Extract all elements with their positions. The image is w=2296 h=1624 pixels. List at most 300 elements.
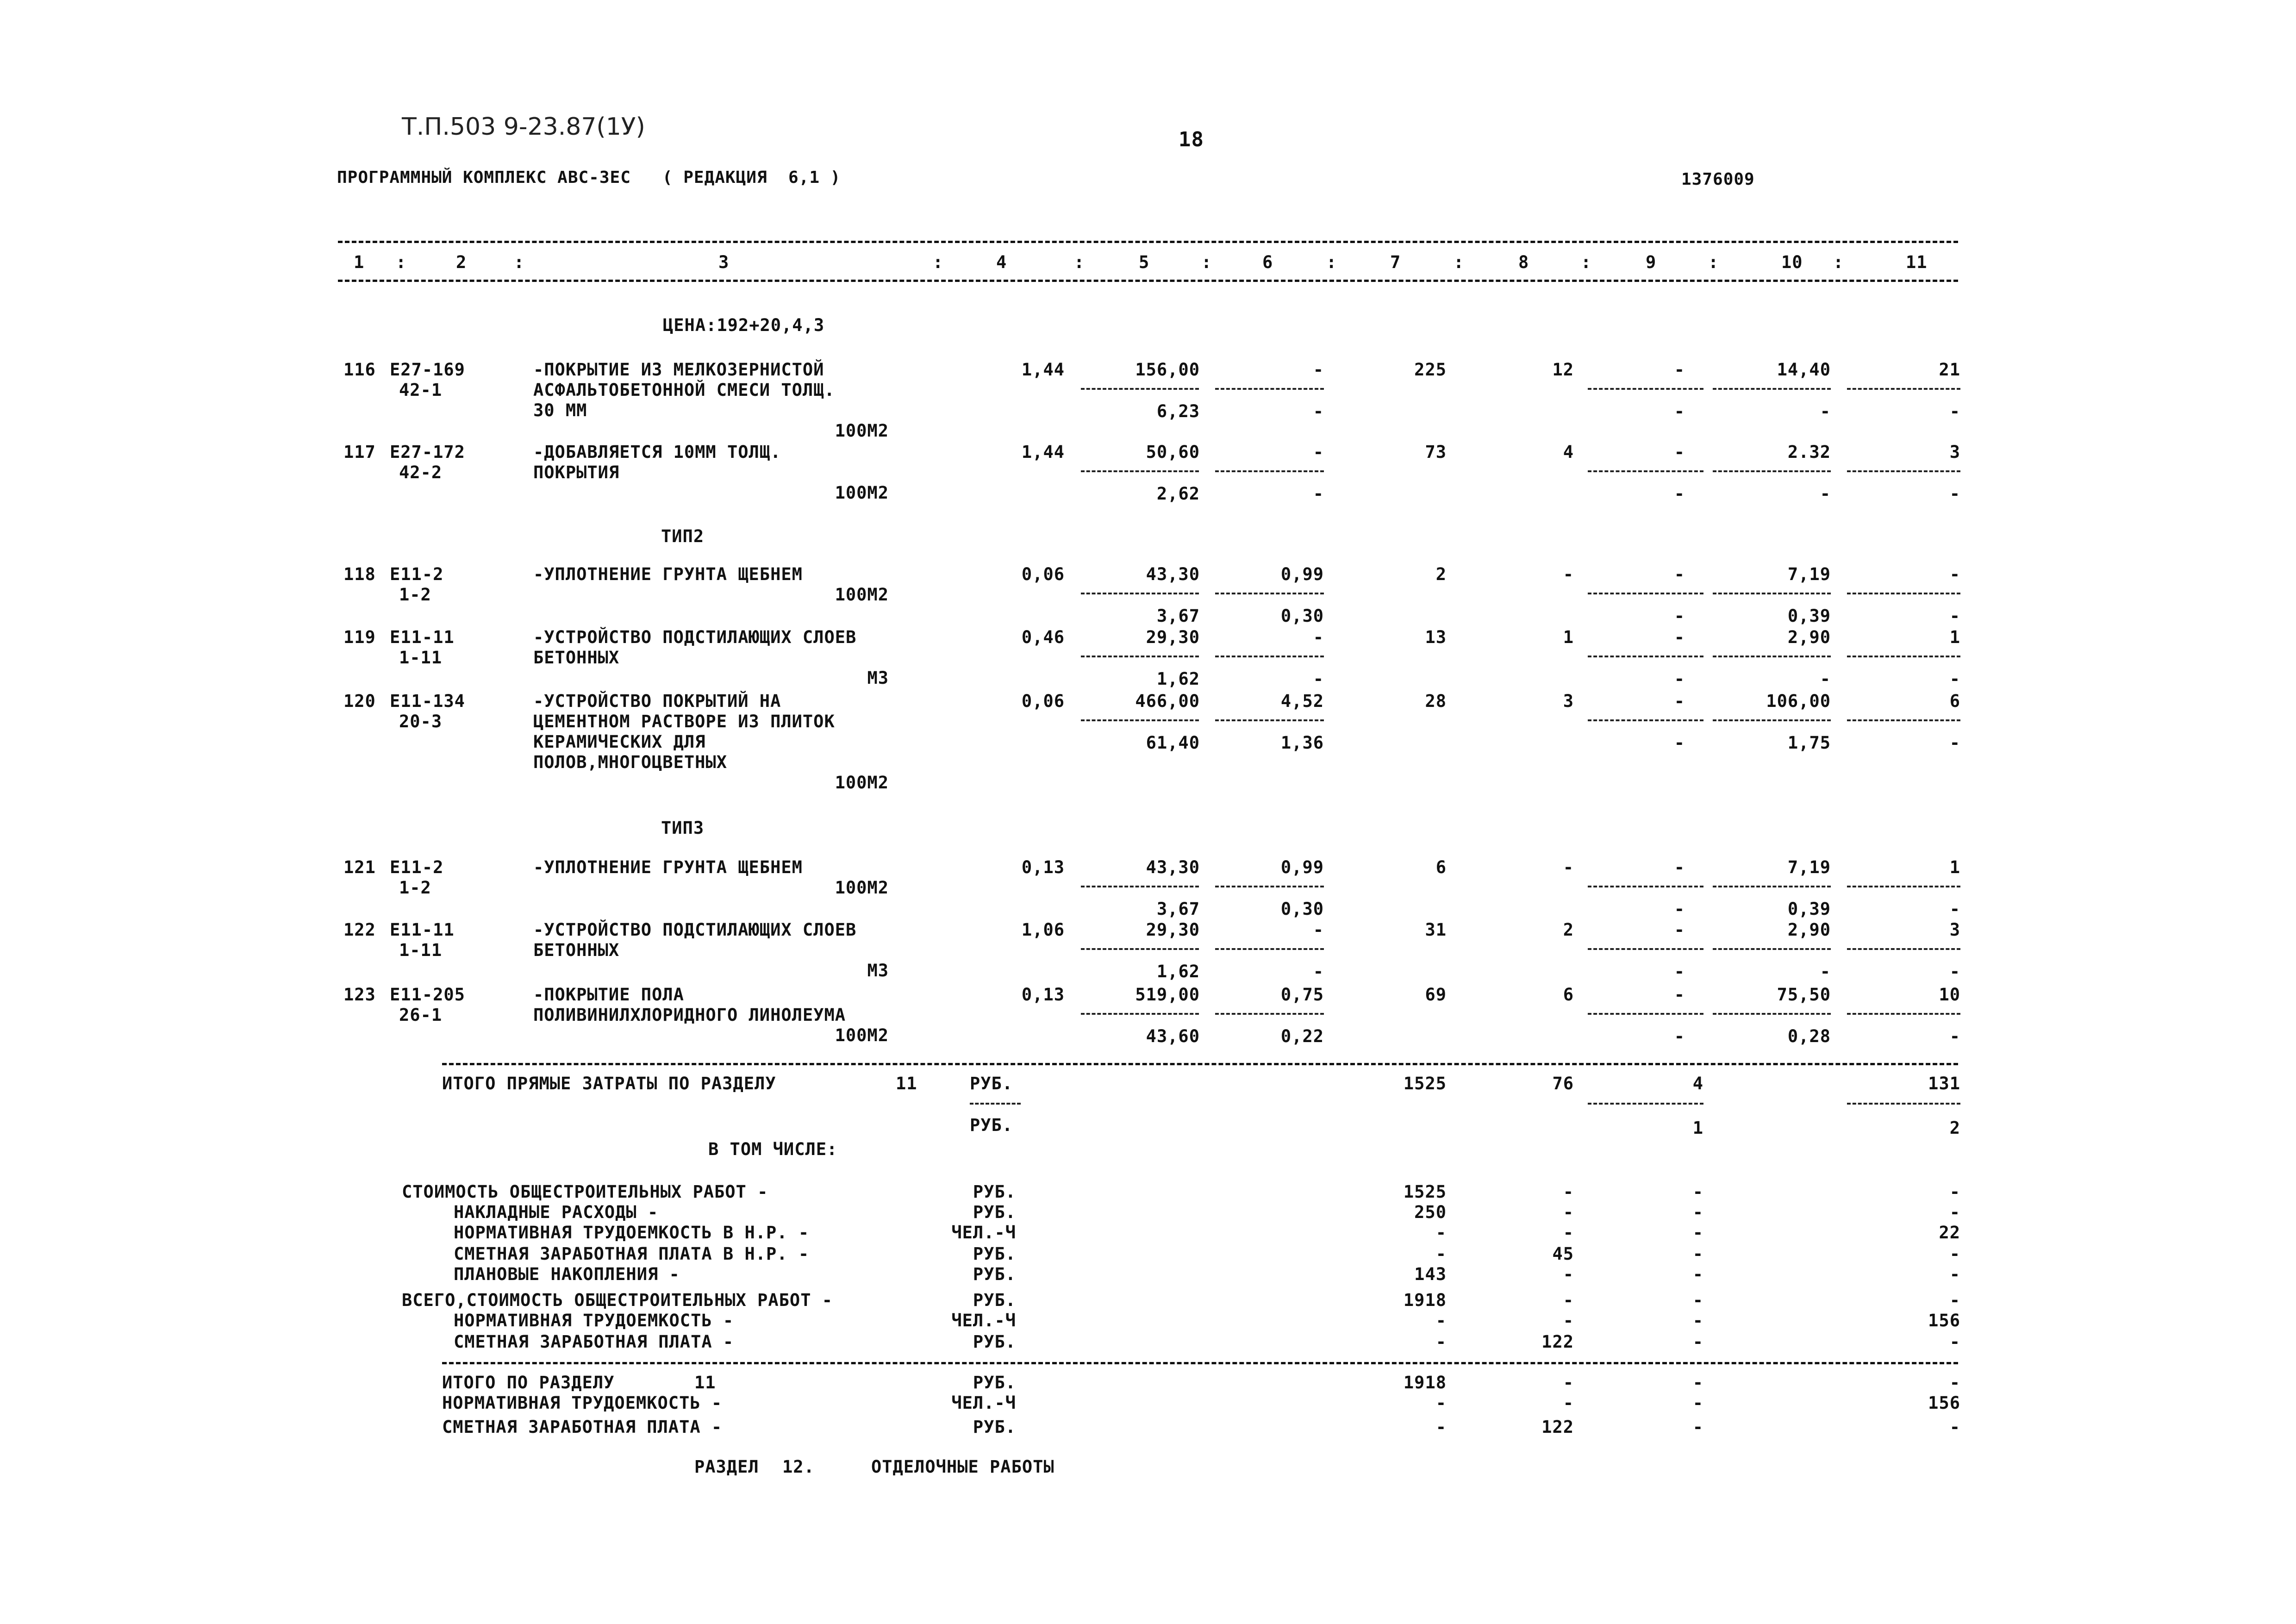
subtotal-rule	[1713, 886, 1831, 887]
rate-code: Е27-172	[390, 442, 465, 462]
breakdown-c7: 1525	[1403, 1182, 1447, 1202]
breakdown-c11: -	[1949, 1264, 1960, 1284]
total-direct-c7: 1525	[1403, 1074, 1447, 1093]
breakdown-unit: РУБ.	[973, 1202, 1016, 1222]
value-c7: 31	[1425, 920, 1447, 940]
breakdown-unit: РУБ.	[973, 1264, 1016, 1284]
subtotal-rule	[970, 1103, 1021, 1105]
value-c5: 156,00	[1135, 360, 1200, 380]
rate-subcode: 42-1	[399, 380, 443, 400]
total-direct-label: ИТОГО ПРЯМЫЕ ЗАТРАТЫ ПО РАЗДЕЛУ	[442, 1074, 776, 1093]
work-description: -УПЛОТНЕНИЕ ГРУНТА ЩЕБНЕМ	[533, 564, 803, 584]
value-c5: 43,30	[1146, 857, 1200, 877]
work-description: БЕТОННЫХ	[533, 648, 620, 668]
subtotal-rule	[1588, 886, 1703, 887]
breakdown-c8: -	[1563, 1202, 1574, 1222]
secondary-b11: -	[1949, 899, 1960, 919]
column-separator: :	[1074, 252, 1085, 272]
value-c9: -	[1674, 920, 1685, 940]
section-total-c7: -	[1435, 1393, 1447, 1413]
total-direct-c11: 131	[1928, 1074, 1960, 1093]
next-section-label: РАЗДЕЛ	[694, 1457, 759, 1477]
quantity: 0,06	[1021, 564, 1065, 584]
secondary-b10: 0,28	[1787, 1026, 1831, 1046]
breakdown-c9: -	[1692, 1202, 1703, 1222]
work-description: БЕТОННЫХ	[533, 940, 620, 960]
secondary-b6: -	[1313, 484, 1324, 504]
value-c10: 14,40	[1777, 360, 1831, 380]
work-description: -ДОБАВЛЯЕТСЯ 10ММ ТОЛЩ.	[533, 442, 781, 462]
breakdown-c9: -	[1692, 1264, 1703, 1284]
subtotal-rule	[1713, 1013, 1831, 1015]
next-section-number: 12.	[782, 1457, 815, 1477]
value-c5: 466,00	[1135, 691, 1200, 711]
rate-subcode: 26-1	[399, 1005, 443, 1025]
section-total-c9: -	[1692, 1417, 1703, 1437]
secondary-b10: -	[1820, 484, 1831, 504]
breakdown-c7: -	[1435, 1244, 1447, 1264]
row-number: 117	[343, 442, 376, 462]
secondary-b10: -	[1820, 669, 1831, 689]
secondary-b10: -	[1820, 401, 1831, 421]
value-c6: 0,99	[1280, 564, 1324, 584]
value-c11: 6	[1949, 691, 1960, 711]
secondary-b9: -	[1674, 484, 1685, 504]
header-top-rule	[338, 241, 1958, 243]
breakdown-c8: -	[1563, 1311, 1574, 1330]
value-c8: -	[1563, 857, 1574, 877]
document-id: 1376009	[1681, 170, 1755, 189]
page-number: 18	[1179, 128, 1204, 151]
value-c10: 7,19	[1787, 857, 1831, 877]
secondary-b6: -	[1313, 401, 1324, 421]
column-separator: :	[514, 252, 525, 272]
breakdown-c9: -	[1692, 1223, 1703, 1243]
value-c6: -	[1313, 442, 1324, 462]
subtotal-rule	[1713, 656, 1831, 657]
secondary-b9: -	[1674, 401, 1685, 421]
secondary-b9: -	[1674, 606, 1685, 626]
secondary-b5: 2,62	[1156, 484, 1200, 504]
column-number: 11	[1906, 252, 1928, 272]
section-total-c11: -	[1949, 1417, 1960, 1437]
breakdown-label: ПЛАНОВЫЕ НАКОПЛЕНИЯ -	[454, 1264, 680, 1284]
subtotal-rule	[1588, 948, 1703, 950]
row-number: 118	[343, 564, 376, 584]
subtotal-rule	[1588, 1013, 1703, 1015]
breakdown-unit: РУБ.	[973, 1182, 1016, 1202]
rate-code: Е11-2	[390, 564, 444, 584]
quantity: 0,13	[1021, 857, 1065, 877]
column-number: 6	[1262, 252, 1273, 272]
rate-code: Е27-169	[390, 360, 465, 380]
breakdown-c7: 250	[1414, 1202, 1447, 1222]
breakdown-c9: -	[1692, 1244, 1703, 1264]
value-c6: 0,75	[1280, 985, 1324, 1005]
column-number: 3	[718, 252, 730, 272]
rate-code: Е11-2	[390, 857, 444, 877]
value-c5: 29,30	[1146, 920, 1200, 940]
column-number: 5	[1139, 252, 1150, 272]
value-c8: 6	[1563, 985, 1574, 1005]
section-total-number: 11	[694, 1373, 716, 1393]
breakdown-c11: -	[1949, 1182, 1960, 1202]
breakdown-c7: 1918	[1403, 1290, 1447, 1310]
work-description: 30 ММ	[533, 400, 587, 420]
row-number: 123	[343, 985, 376, 1005]
section-totals-rule	[442, 1362, 1958, 1364]
value-c10: 2.32	[1787, 442, 1831, 462]
total-direct-unit-secondary: РУБ.	[970, 1115, 1013, 1135]
breakdown-c9: -	[1692, 1311, 1703, 1330]
column-separator: :	[1454, 252, 1465, 272]
section-total-c9: -	[1692, 1373, 1703, 1393]
document-code: Т.П.503 9-23.87(1У)	[402, 113, 645, 141]
subtotal-rule	[1215, 593, 1324, 594]
column-number: 9	[1646, 252, 1657, 272]
total-direct-c9: 4	[1692, 1074, 1703, 1093]
value-c9: -	[1674, 564, 1685, 584]
quantity: 1,44	[1021, 360, 1065, 380]
subtotal-rule	[1215, 886, 1324, 887]
column-number: 2	[456, 252, 467, 272]
breakdown-unit: ЧЕЛ.-Ч	[951, 1223, 1016, 1243]
breakdown-c11: -	[1949, 1332, 1960, 1352]
subtotal-rule	[1588, 593, 1703, 594]
value-c5: 43,30	[1146, 564, 1200, 584]
value-c10: 7,19	[1787, 564, 1831, 584]
breakdown-c11: -	[1949, 1290, 1960, 1310]
work-description: АСФАЛЬТОБЕТОННОЙ СМЕСИ ТОЛЩ.	[533, 380, 835, 400]
breakdown-label: НОРМАТИВНАЯ ТРУДОЕМКОСТЬ В Н.Р. -	[454, 1223, 810, 1243]
value-c7: 69	[1425, 985, 1447, 1005]
value-c6: 0,99	[1280, 857, 1324, 877]
total-direct-section: 11	[896, 1074, 917, 1093]
unit-of-measure: М3	[867, 668, 889, 688]
breakdown-label: СМЕТНАЯ ЗАРАБОТНАЯ ПЛАТА В Н.Р. -	[454, 1244, 810, 1264]
unit-of-measure: М3	[867, 961, 889, 981]
value-c7: 6	[1435, 857, 1447, 877]
subtotal-rule	[1713, 719, 1831, 721]
quantity: 0,06	[1021, 691, 1065, 711]
subtotal-rule	[1215, 656, 1324, 657]
secondary-b5: 3,67	[1156, 606, 1200, 626]
value-c7: 2	[1435, 564, 1447, 584]
value-c7: 73	[1425, 442, 1447, 462]
secondary-b10: 0,39	[1787, 899, 1831, 919]
secondary-b5: 6,23	[1156, 401, 1200, 421]
total-direct-c8: 76	[1552, 1074, 1574, 1093]
value-c9: -	[1674, 627, 1685, 647]
subtotal-rule	[1588, 656, 1703, 657]
secondary-b10: -	[1820, 962, 1831, 981]
secondary-b6: 0,30	[1280, 899, 1324, 919]
secondary-b9: -	[1674, 1026, 1685, 1046]
value-c8: 4	[1563, 442, 1574, 462]
rate-code: Е11-205	[390, 985, 465, 1005]
unit-of-measure: 100М2	[835, 878, 889, 898]
unit-of-measure: 100М2	[835, 421, 889, 441]
row-number: 121	[343, 857, 376, 877]
value-c5: 50,60	[1146, 442, 1200, 462]
subtotal-rule	[1847, 1013, 1960, 1015]
section-total-label: НОРМАТИВНАЯ ТРУДОЕМКОСТЬ -	[442, 1393, 723, 1413]
section-total-c7: 1918	[1403, 1373, 1447, 1393]
column-number: 1	[354, 252, 365, 272]
column-separator: :	[1201, 252, 1212, 272]
secondary-b6: 0,22	[1280, 1026, 1324, 1046]
subhead-type2: ТИП2	[661, 526, 705, 546]
subtotal-rule	[1713, 593, 1831, 594]
section-total-label: СМЕТНАЯ ЗАРАБОТНАЯ ПЛАТА -	[442, 1417, 723, 1437]
value-c6: 4,52	[1280, 691, 1324, 711]
breakdown-c9: -	[1692, 1332, 1703, 1352]
subtotal-rule	[1588, 388, 1703, 390]
subtotal-rule	[1713, 948, 1831, 950]
secondary-b11: -	[1949, 733, 1960, 753]
secondary-b6: 0,30	[1280, 606, 1324, 626]
subtotal-rule	[1847, 719, 1960, 721]
subtotal-rule	[1081, 656, 1199, 657]
subtotal-rule	[1081, 593, 1199, 594]
subtotal-rule	[1713, 388, 1831, 390]
value-c11: 10	[1939, 985, 1960, 1005]
subtotal-rule	[1215, 1013, 1324, 1015]
row-number: 122	[343, 920, 376, 940]
breakdown-c7: -	[1435, 1223, 1447, 1243]
value-c10: 2,90	[1787, 920, 1831, 940]
total-direct-b9: 1	[1692, 1118, 1703, 1138]
section-total-c8: -	[1563, 1393, 1574, 1413]
subtotal-rule	[1713, 470, 1831, 472]
secondary-b11: -	[1949, 962, 1960, 981]
secondary-b5: 3,67	[1156, 899, 1200, 919]
subtotal-rule	[1847, 886, 1960, 887]
total-direct-unit: РУБ.	[970, 1074, 1013, 1093]
secondary-b6: 1,36	[1280, 733, 1324, 753]
rate-code: Е11-11	[390, 920, 455, 940]
breakdown-c8: -	[1563, 1264, 1574, 1284]
subtotal-rule	[1847, 656, 1960, 657]
secondary-b5: 1,62	[1156, 962, 1200, 981]
secondary-b9: -	[1674, 669, 1685, 689]
value-c11: -	[1949, 564, 1960, 584]
secondary-b5: 61,40	[1146, 733, 1200, 753]
section-total-c11: -	[1949, 1373, 1960, 1393]
work-description: ЦЕМЕНТНОМ РАСТВОРЕ ИЗ ПЛИТОК	[533, 712, 835, 731]
secondary-b10: 1,75	[1787, 733, 1831, 753]
value-c11: 21	[1939, 360, 1960, 380]
breakdown-c11: 22	[1939, 1223, 1960, 1243]
value-c8: 3	[1563, 691, 1574, 711]
breakdown-c7: 143	[1414, 1264, 1447, 1284]
unit-of-measure: 100М2	[835, 483, 889, 503]
subtotal-rule	[1215, 388, 1324, 390]
work-description: -УПЛОТНЕНИЕ ГРУНТА ЩЕБНЕМ	[533, 857, 803, 877]
breakdown-c11: -	[1949, 1244, 1960, 1264]
breakdown-label: НАКЛАДНЫЕ РАСХОДЫ -	[454, 1202, 659, 1222]
rate-subcode: 20-3	[399, 712, 443, 731]
rate-code: Е11-134	[390, 691, 465, 711]
rate-subcode: 1-2	[399, 878, 431, 898]
value-c6: -	[1313, 627, 1324, 647]
subtotal-rule	[1588, 719, 1703, 721]
secondary-b6: -	[1313, 962, 1324, 981]
work-description: ПОЛИВИНИЛХЛОРИДНОГО ЛИНОЛЕУМА	[533, 1005, 846, 1025]
value-c11: 3	[1949, 920, 1960, 940]
secondary-b11: -	[1949, 1026, 1960, 1046]
price-label: ЦЕНА:192+20,4,3	[663, 315, 825, 335]
value-c11: 3	[1949, 442, 1960, 462]
rate-subcode: 1-11	[399, 648, 443, 668]
section-total-unit: РУБ.	[973, 1373, 1016, 1393]
totals-rule	[442, 1063, 1958, 1065]
subtotal-rule	[1847, 948, 1960, 950]
rate-subcode: 1-11	[399, 940, 443, 960]
unit-of-measure: 100М2	[835, 585, 889, 605]
subtotal-rule	[1588, 1103, 1703, 1105]
secondary-b5: 1,62	[1156, 669, 1200, 689]
quantity: 0,46	[1021, 627, 1065, 647]
subtotal-rule	[1081, 388, 1199, 390]
column-separator: :	[1708, 252, 1719, 272]
secondary-b10: 0,39	[1787, 606, 1831, 626]
value-c7: 225	[1414, 360, 1447, 380]
value-c7: 28	[1425, 691, 1447, 711]
value-c9: -	[1674, 985, 1685, 1005]
subtotal-rule	[1081, 886, 1199, 887]
value-c11: 1	[1949, 857, 1960, 877]
section-total-label: ИТОГО ПО РАЗДЕЛУ	[442, 1373, 615, 1393]
quantity: 0,13	[1021, 985, 1065, 1005]
breakdown-c8: -	[1563, 1290, 1574, 1310]
work-description: -УСТРОЙСТВО ПОДСТИЛАЮЩИХ СЛОЕВ	[533, 920, 857, 940]
value-c11: 1	[1949, 627, 1960, 647]
quantity: 1,44	[1021, 442, 1065, 462]
value-c9: -	[1674, 691, 1685, 711]
value-c9: -	[1674, 442, 1685, 462]
breakdown-unit: РУБ.	[973, 1290, 1016, 1310]
breakdown-label: СМЕТНАЯ ЗАРАБОТНАЯ ПЛАТА -	[454, 1332, 734, 1352]
column-number: 10	[1781, 252, 1803, 272]
value-c9: -	[1674, 857, 1685, 877]
value-c8: -	[1563, 564, 1574, 584]
section-total-c8: 122	[1541, 1417, 1574, 1437]
next-section-title: ОТДЕЛОЧНЫЕ РАБОТЫ	[871, 1457, 1054, 1477]
section-total-c7: -	[1435, 1417, 1447, 1437]
breakdown-unit: ЧЕЛ.-Ч	[951, 1311, 1016, 1330]
subtotal-rule	[1588, 470, 1703, 472]
column-separator: :	[396, 252, 407, 272]
subtotal-rule	[1081, 948, 1199, 950]
breakdown-c9: -	[1692, 1290, 1703, 1310]
section-total-c9: -	[1692, 1393, 1703, 1413]
breakdown-c7: -	[1435, 1332, 1447, 1352]
breakdown-c7: -	[1435, 1311, 1447, 1330]
secondary-b6: -	[1313, 669, 1324, 689]
value-c8: 1	[1563, 627, 1574, 647]
quantity: 1,06	[1021, 920, 1065, 940]
subtotal-rule	[1847, 1103, 1960, 1105]
subtotal-rule	[1081, 719, 1199, 721]
value-c10: 2,90	[1787, 627, 1831, 647]
rate-subcode: 1-2	[399, 585, 431, 605]
column-separator: :	[1833, 252, 1844, 272]
rate-code: Е11-11	[390, 627, 455, 647]
column-separator: :	[933, 252, 944, 272]
work-description: -ПОКРЫТИЕ ПОЛА	[533, 985, 684, 1005]
subtotal-rule	[1081, 470, 1199, 472]
column-number: 8	[1518, 252, 1529, 272]
work-description: КЕРАМИЧЕСКИХ ДЛЯ	[533, 732, 706, 752]
breakdown-unit: РУБ.	[973, 1244, 1016, 1264]
row-number: 120	[343, 691, 376, 711]
value-c10: 75,50	[1777, 985, 1831, 1005]
subtotal-rule	[1215, 948, 1324, 950]
program-title: ПРОГРАММНЫЙ КОМПЛЕКС АВС-3ЕС ( РЕДАКЦИЯ 6,1 )	[337, 168, 841, 187]
breakdown-c8: -	[1563, 1223, 1574, 1243]
breakdown-label: ВСЕГО,СТОИМОСТЬ ОБЩЕСТРОИТЕЛЬНЫХ РАБОТ -	[402, 1290, 833, 1310]
breakdown-c8: 122	[1541, 1332, 1574, 1352]
value-c7: 13	[1425, 627, 1447, 647]
row-number: 116	[343, 360, 376, 380]
section-total-c11: 156	[1928, 1393, 1960, 1413]
subhead-type3: ТИП3	[661, 818, 705, 838]
secondary-b9: -	[1674, 899, 1685, 919]
work-description: -УСТРОЙСТВО ПОДСТИЛАЮЩИХ СЛОЕВ	[533, 627, 857, 647]
column-separator: :	[1326, 252, 1337, 272]
row-number: 119	[343, 627, 376, 647]
value-c8: 12	[1552, 360, 1574, 380]
work-description: -ПОКРЫТИЕ ИЗ МЕЛКОЗЕРНИСТОЙ	[533, 360, 824, 380]
secondary-b11: -	[1949, 669, 1960, 689]
breakdown-label: НОРМАТИВНАЯ ТРУДОЕМКОСТЬ -	[454, 1311, 734, 1330]
section-total-unit: ЧЕЛ.-Ч	[951, 1393, 1016, 1413]
breakdown-unit: РУБ.	[973, 1332, 1016, 1352]
secondary-b9: -	[1674, 962, 1685, 981]
work-description: ПОЛОВ,МНОГОЦВЕТНЫХ	[533, 752, 727, 772]
column-number: 7	[1390, 252, 1401, 272]
including-label: В ТОМ ЧИСЛЕ:	[708, 1139, 838, 1159]
secondary-b11: -	[1949, 401, 1960, 421]
column-separator: :	[1581, 252, 1592, 272]
subtotal-rule	[1847, 593, 1960, 594]
value-c10: 106,00	[1766, 691, 1831, 711]
unit-of-measure: 100М2	[835, 773, 889, 793]
secondary-b11: -	[1949, 606, 1960, 626]
value-c6: -	[1313, 360, 1324, 380]
breakdown-c11: -	[1949, 1202, 1960, 1222]
value-c8: 2	[1563, 920, 1574, 940]
unit-of-measure: 100М2	[835, 1025, 889, 1045]
subtotal-rule	[1081, 1013, 1199, 1015]
value-c5: 29,30	[1146, 627, 1200, 647]
secondary-b9: -	[1674, 733, 1685, 753]
breakdown-label: СТОИМОСТЬ ОБЩЕСТРОИТЕЛЬНЫХ РАБОТ -	[402, 1182, 768, 1202]
breakdown-c9: -	[1692, 1182, 1703, 1202]
breakdown-c11: 156	[1928, 1311, 1960, 1330]
column-number: 4	[996, 252, 1007, 272]
value-c6: -	[1313, 920, 1324, 940]
secondary-b5: 43,60	[1146, 1026, 1200, 1046]
breakdown-c8: 45	[1552, 1244, 1574, 1264]
work-description: ПОКРЫТИЯ	[533, 462, 620, 482]
section-total-unit: РУБ.	[973, 1417, 1016, 1437]
subtotal-rule	[1847, 470, 1960, 472]
breakdown-c8: -	[1563, 1182, 1574, 1202]
subtotal-rule	[1215, 719, 1324, 721]
value-c9: -	[1674, 360, 1685, 380]
